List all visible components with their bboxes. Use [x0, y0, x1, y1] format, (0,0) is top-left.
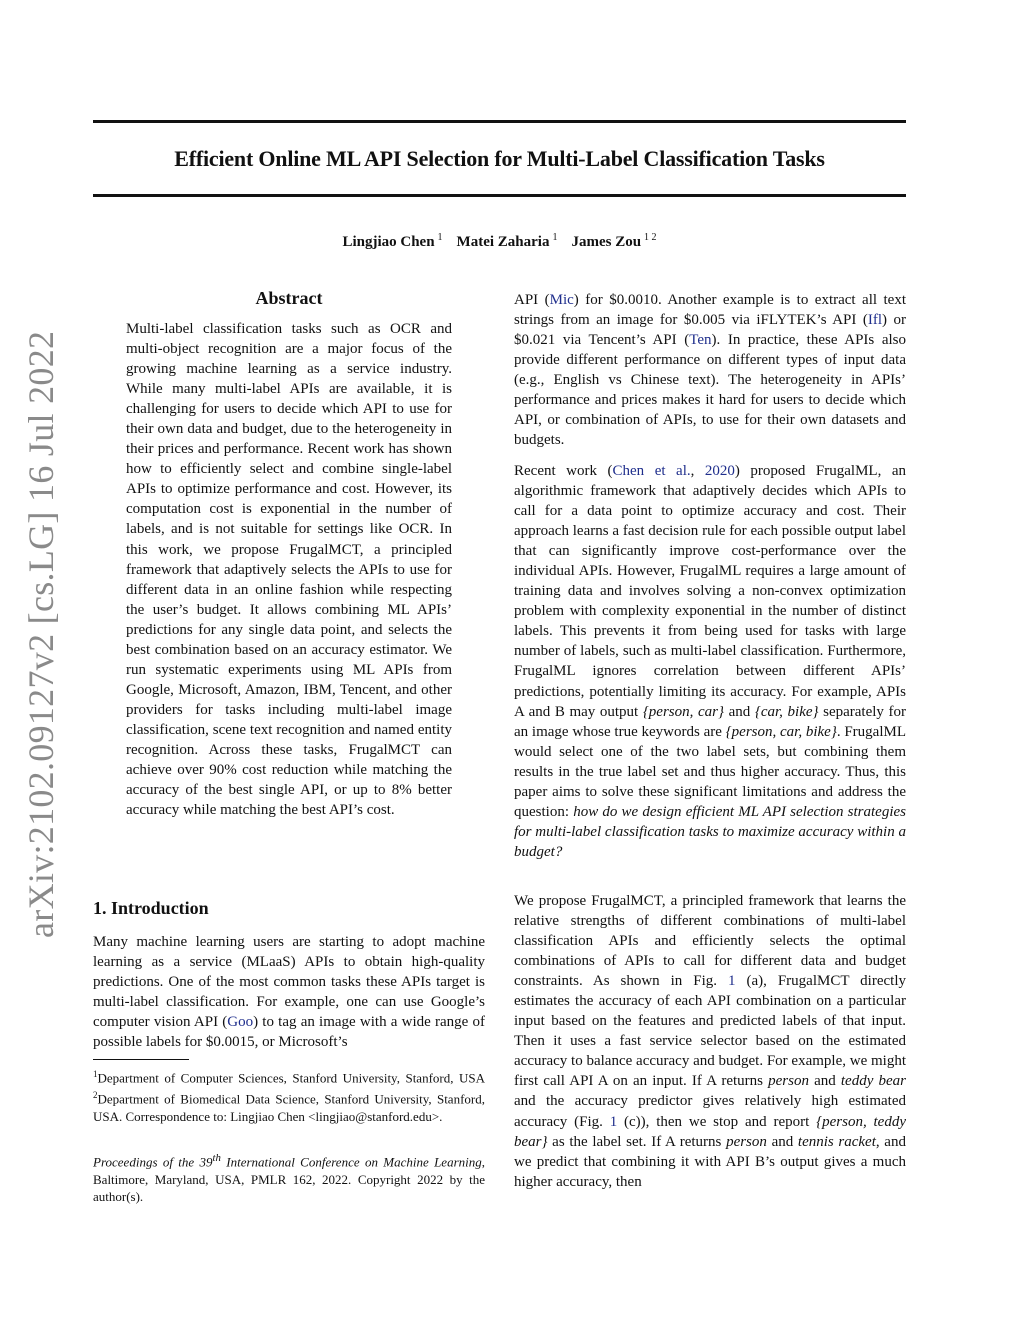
citation-link[interactable]: Goo — [227, 1014, 254, 1031]
author-affiliation: 1 — [437, 232, 443, 243]
citation-link[interactable]: Chen et al. — [612, 463, 691, 479]
author-name: Lingjiao Chen — [342, 234, 435, 250]
proceedings-note: Proceedings of the 39th International Conference on Machine Learning, Baltimore, Maryland, USA, PMLR 162, 2022. Copyright 2022 by the author(s). — [93, 1152, 485, 1205]
author-name: Matei Zaharia — [456, 234, 550, 250]
author-list — [93, 232, 906, 251]
citation-link[interactable]: Ten — [689, 332, 712, 349]
citation-link[interactable]: 2020 — [704, 463, 735, 479]
body-paragraph: Recent work (Chen et al., 2020) proposed FrugalML, an algorithmic framework that adaptively decides which APIs to call for a data point to optimize accuracy and cost. Their approach learns a fast decision rule for each possible output label that can significantly improve cost-performance over the individual APIs. However, FrugalML requires a large amount of training data and involves solving a non-convex optimization problem with complexity exponential in the number of distinct labels. This prevents it from being used for tasks with large number of labels, such as multi-label classification. Furthermore, FrugalML ignores correlation between different APIs’ predictions, potentially limiting its accuracy. For example, APIs A and B may output {person, car} and {car, bike} separately for an image whose true keywords are {person, car, bike}. FrugalML would select one of the two label sets, but combining them results in the true label set and thus higher accuracy. Thus, this paper aims to solve these significant limitations and address the question: how do we design efficient ML API selection strategies for multi-label classification tasks to maximize accuracy within a budget? — [514, 463, 907, 860]
body-paragraph: We propose FrugalMCT, a principled framework that learns the relative strengths of different combinations of multi-label classification APIs and efficiently selects the optimal combinations of APIs to call for different data and budget constraints. As shown in Fig. 1 (a), FrugalMCT directly estimates the accuracy of each API combination on a particular input based on the features and predicted labels of that input. Then it uses a fast service selector based on the estimated accuracy to balance accuracy and budget. For example, we might first call API A on an input. If A returns person and teddy bear and the accuracy predictor gives relatively high estimated accuracy (Fig. 1 (c)), then we stop and report {person, teddy bear} as the label set. If A returns person and tennis racket, and we predict that combining it with API B’s output gives a much higher accuracy, then — [514, 893, 906, 1190]
title-top-rule — [93, 120, 906, 123]
author-name: James Zou — [571, 234, 642, 250]
arxiv-stamp: arXiv:2102.09127v2 [cs.LG] 16 Jul 2022 — [21, 330, 61, 938]
author-affiliation: 1 — [552, 232, 558, 243]
figure-reference-link[interactable]: 1 — [728, 973, 736, 990]
section-heading-introduction: 1. Introduction — [93, 898, 209, 918]
abstract-text: Multi-label classification tasks such as OCR and multi-object recognition are a major focus of the growing machine learning as a service industry. While many multi-label APIs are available, it is challenging for users to decide which API to use for their own data and budget, due to the heterogeneity in their prices and performance. Recent work has shown how to efficiently select and combine single-label APIs to optimize performance and cost. However, its computation cost is exponential in the number of labels, and is not suitable for settings like OCR. In this work, we propose FrugalMCT, a principled framework that adaptively selects the APIs to use for different data in an online fashion while respecting the user’s budget. It allows combining ML APIs’ predictions for any single data point, and selects the best combination based on an accuracy estimator. We run systematic experiments using ML APIs from Google, Microsoft, Amazon, IBM, Tencent, and other providers for tasks including multi-label image classification, scene text recognition and named entity recognition. Across these tasks, FrugalMCT can achieve over 90% cost reduction while matching the accuracy of the best single API, or up to 8% better accuracy while matching the best API’s cost. — [126, 321, 452, 819]
footnote-rule — [93, 1059, 189, 1060]
abstract-heading: Abstract — [255, 288, 323, 308]
citation-link[interactable]: Ifl — [867, 312, 883, 329]
paper-title: Efficient Online ML API Selection for Multi-Label Classification Tasks — [174, 146, 825, 171]
figure-reference-link[interactable]: 1 — [609, 1113, 618, 1130]
author-affiliation: 1 2 — [644, 232, 657, 243]
citation-link[interactable]: Mic — [549, 292, 574, 308]
body-paragraph: API (Mic) for $0.0010. Another example is to extract all text strings from an image for $0.005 via iFLYTEK’s API (Ifl) or $0.021 via Tencent’s API (Ten). In practice, these APIs also provide different performance on different types of input data (e.g., English vs Chinese text). The heterogeneity in APIs’ performance and prices makes it hard for users to decide which API, or combination of APIs, to use for their own datasets and budgets. — [514, 292, 906, 449]
affiliation-footnote: $^1$Department of Computer Sciences, Stanford University, Stanford, USA $^2$Department of Biomedical Data Science, Stanford University, Stanford, USA. Correspondence to: Lingjiao Chen <lingjiao@stanford.edu>. — [93, 1069, 485, 1124]
intro-paragraph: Many machine learning users are starting to adopt machine learning as a service (MLaaS) APIs to obtain high-quality predictions. One of the most common tasks these APIs target is multi-label classification. For example, one can use Google’s computer vision API (Goo) to tag an image with a wide range of possible labels for $0.0015, or Microsoft’s — [93, 934, 485, 1051]
title-bottom-rule — [93, 194, 906, 197]
